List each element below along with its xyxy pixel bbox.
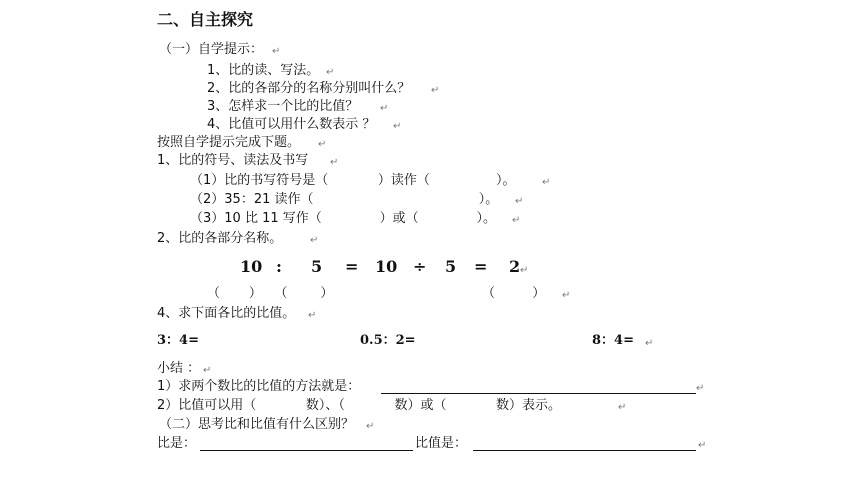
paragraph-mark: ↵ bbox=[520, 265, 529, 276]
equation-term: 5 bbox=[445, 257, 457, 276]
ratio-problem: 3：4= bbox=[157, 333, 199, 348]
q1-line-1: （1）比的书写符号是（ ）读作（ ）。 bbox=[190, 173, 516, 188]
paragraph-mark: ↵ bbox=[645, 338, 654, 349]
equation-term: 2 bbox=[509, 257, 521, 276]
paragraph-mark: ↵ bbox=[512, 215, 521, 226]
paragraph-mark: ↵ bbox=[318, 139, 327, 150]
equation-symbol: ÷ bbox=[413, 257, 427, 276]
q2-blanks-right: （ ） bbox=[482, 286, 546, 301]
q1-line-2: （2）35：21 读作（ ）。 bbox=[190, 192, 499, 207]
paragraph-mark: ↵ bbox=[326, 67, 335, 78]
part2-heading: （二）思考比和比值有什么区别？ bbox=[159, 417, 355, 432]
paragraph-mark: ↵ bbox=[562, 290, 571, 301]
paragraph-mark: ↵ bbox=[272, 46, 281, 57]
summary-line-1: 1）求两个数比的比值的方法就是： bbox=[157, 379, 361, 394]
equation-term: 5 bbox=[311, 257, 323, 276]
value-label: 比值是： bbox=[415, 436, 468, 451]
q2-title: 2、比的各部分名称。 bbox=[157, 231, 283, 246]
paragraph-mark: ↵ bbox=[696, 383, 705, 394]
equation-term: 10 bbox=[375, 257, 398, 276]
ratio-problem: 0.5：2= bbox=[360, 333, 416, 348]
equation-symbol: : bbox=[276, 257, 282, 276]
q1-title: 1、比的符号、读法及书写 bbox=[157, 153, 309, 168]
value-answer-line[interactable] bbox=[473, 450, 696, 451]
summary-line-2: 2）比值可以用（ 数）、（ 数）或（ 数）表示。 bbox=[157, 398, 562, 413]
paragraph-mark: ↵ bbox=[618, 402, 627, 413]
paragraph-mark: ↵ bbox=[366, 421, 375, 432]
self-study-heading: （一）自学提示： bbox=[159, 42, 264, 57]
equation-symbol: = bbox=[474, 257, 488, 276]
q2-blanks-left: （ ） （ ） bbox=[207, 286, 334, 301]
self-study-item: 3、怎样求一个比的比值？ bbox=[207, 99, 359, 114]
paragraph-mark: ↵ bbox=[380, 103, 389, 114]
paragraph-mark: ↵ bbox=[698, 440, 707, 451]
paragraph-mark: ↵ bbox=[542, 177, 551, 188]
answer-blank-line[interactable] bbox=[381, 393, 696, 394]
paragraph-mark: ↵ bbox=[330, 157, 339, 168]
instruction: 按照自学提示完成下题。 bbox=[157, 135, 301, 150]
self-study-item: 1、比的读、写法。 bbox=[207, 63, 320, 78]
q4-title: 4、求下面各比的比值。 bbox=[157, 306, 296, 321]
paragraph-mark: ↵ bbox=[308, 310, 317, 321]
self-study-item: 2、比的各部分的名称分别叫什么？ bbox=[207, 81, 411, 96]
ratio-answer-line[interactable] bbox=[200, 450, 413, 451]
paragraph-mark: ↵ bbox=[431, 85, 440, 96]
paragraph-mark: ↵ bbox=[310, 235, 319, 246]
paragraph-mark: ↵ bbox=[203, 365, 212, 376]
paragraph-mark: ↵ bbox=[393, 121, 402, 132]
section-title: 二、自主探究 bbox=[157, 10, 254, 29]
equation-term: 10 bbox=[240, 257, 263, 276]
summary-title: 小结 ： bbox=[157, 361, 201, 376]
ratio-label: 比是： bbox=[157, 436, 197, 451]
q1-line-3: （3）10 比 11 写作（ ）或（ ）。 bbox=[190, 211, 496, 226]
ratio-problem: 8：4= bbox=[592, 333, 634, 348]
equation-symbol: = bbox=[345, 257, 359, 276]
self-study-item: 4、比值可以用什么数表示 ？ bbox=[207, 117, 376, 132]
paragraph-mark: ↵ bbox=[515, 196, 524, 207]
